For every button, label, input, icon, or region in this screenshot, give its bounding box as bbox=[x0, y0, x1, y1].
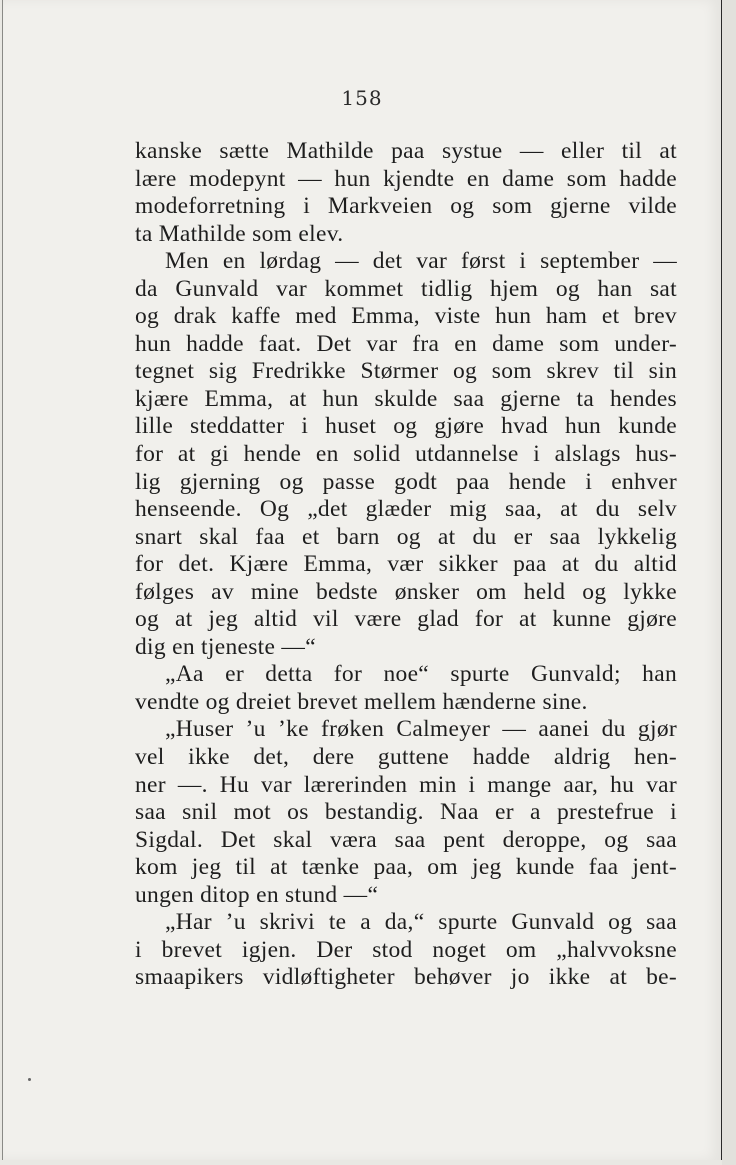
text-line: og at jeg altid vil være glad for at kunne gjøre bbox=[135, 606, 677, 633]
page-number: 158 bbox=[341, 86, 383, 110]
text-line: smaapikers vidløftigheter behøver jo ikke at be- bbox=[135, 964, 677, 991]
text-line: for at gi hende en solid utdannelse i alslags hus- bbox=[135, 441, 677, 468]
text-line: kanske sætte Mathilde paa systue — eller til at bbox=[135, 138, 677, 164]
text-line: for det. Kjære Emma, vær sikker paa at du altid bbox=[135, 551, 677, 578]
text-line: Men en lørdag — det var først i september — bbox=[165, 248, 677, 275]
text-line: snart skal faa et barn og at du er saa lykkelig bbox=[135, 523, 677, 550]
body-text bbox=[135, 138, 677, 992]
text-line: Sigdal. Det skal væra saa pent deroppe, og saa bbox=[135, 826, 677, 853]
text-line: dig en tjeneste —“ bbox=[135, 633, 316, 660]
text-line: kjære Emma, at hun skulde saa gjerne ta hendes bbox=[135, 385, 677, 412]
text-line: hun hadde faat. Det var fra en dame som under- bbox=[135, 330, 677, 357]
text-line: følges av mine bedste ønsker om held og lykke bbox=[135, 578, 677, 605]
text-line: ta Mathilde som elev. bbox=[135, 220, 344, 247]
text-line: i brevet igjen. Der stod noget om „halvvoksne bbox=[135, 936, 677, 963]
text-line: „Har ’u skrivi te a da,“ spurte Gunvald og saa bbox=[165, 909, 677, 936]
scan-speck bbox=[28, 1078, 31, 1081]
text-line: ner —. Hu var lærerinden min i mange aar, hu var bbox=[135, 771, 677, 798]
text-line: da Gunvald var kommet tidlig hjem og han sat bbox=[135, 275, 677, 302]
book-page bbox=[2, 0, 723, 1160]
scan-edge bbox=[722, 0, 736, 1165]
text-line: „Huser ’u ’ke frøken Calmeyer — aanei du gjør bbox=[165, 716, 677, 743]
text-line: kom jeg til at tænke paa, om jeg kunde faa jent- bbox=[135, 854, 677, 881]
text-line: tegnet sig Fredrikke Størmer og som skrev til sin bbox=[135, 358, 677, 385]
text-line: lære modepynt — hun kjendte en dame som hadde bbox=[135, 165, 677, 192]
text-line: henseende. Og „det glæder mig saa, at du selv bbox=[135, 496, 677, 523]
text-line: vel ikke det, dere guttene hadde aldrig hen- bbox=[135, 744, 677, 771]
text-line: og drak kaffe med Emma, viste hun ham et brev bbox=[135, 303, 677, 330]
text-line: lig gjerning og passe godt paa hende i enhver bbox=[135, 468, 677, 495]
text-line: ungen ditop en stund —“ bbox=[135, 881, 379, 908]
text-line: „Aa er detta for noe“ spurte Gunvald; han bbox=[165, 661, 677, 688]
text-line: vendte og dreiet brevet mellem hænderne sine. bbox=[135, 688, 588, 715]
text-line: lille steddatter i huset og gjøre hvad hun kunde bbox=[135, 413, 677, 440]
text-line: saa snil mot os bestandig. Naa er a prestefrue i bbox=[135, 799, 677, 826]
text-line: modeforretning i Markveien og som gjerne vilde bbox=[135, 193, 677, 220]
